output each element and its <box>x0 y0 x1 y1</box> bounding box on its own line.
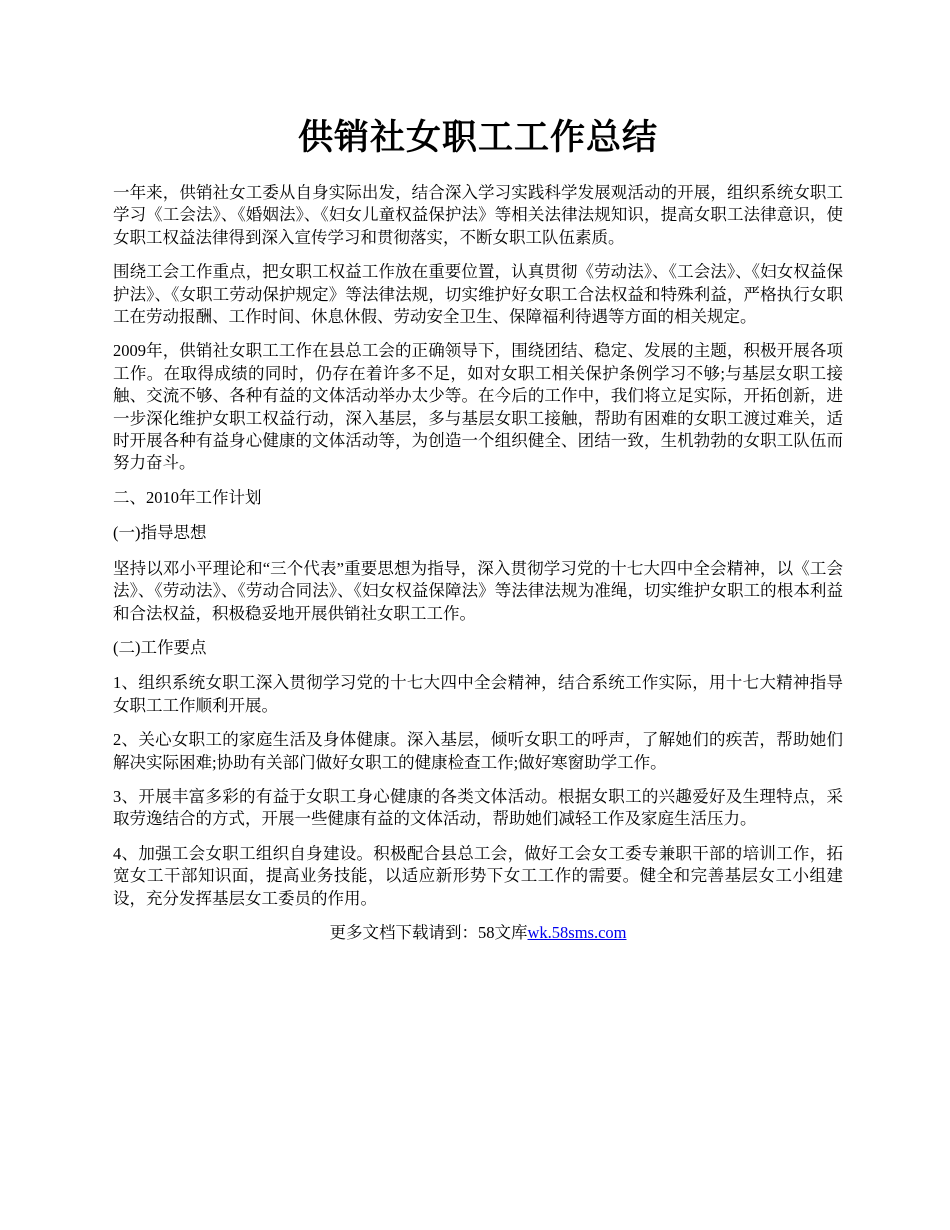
footer-link[interactable]: wk.58sms.com <box>527 922 627 942</box>
work-point-4: 4、加强工会女职工组织自身建设。积极配合县总工会，做好工会女工委专兼职干部的培训工作，拓宽女工干部知识面，提高业务技能，以适应新形势下女工工作的需要。健全和完善基层女工小组建设，充分发挥基层女工委员的作用。 <box>113 843 843 908</box>
footer-text: 更多文档下载请到：58文库 <box>329 922 528 942</box>
work-point-1: 1、组织系统女职工深入贯彻学习党的十七大四中全会精神，结合系统工作实际，用十七大精神指导女职工工作顺利开展。 <box>113 673 843 715</box>
document-page <box>113 0 843 944</box>
subheading-work-points: (二)工作要点 <box>113 637 207 657</box>
download-footer <box>113 922 843 944</box>
paragraph-rights: 围绕工会工作重点，把女职工权益工作放在重要位置，认真贯彻《劳动法》、《工会法》、《妇女权益保护法》、《女职工劳动保护规定》等法律法规，切实维护好女职工合法权益和特殊利益，严格执行女职工在劳动报酬、工作时间、休息休假、劳动安全卫生、保障福利待遇等方面的相关规定。 <box>113 262 843 327</box>
document-title: 供销社女职工工作总结 <box>297 118 658 157</box>
paragraph-guiding-thought: 坚持以邓小平理论和“三个代表”重要思想为指导，深入贯彻学习党的十七大四中全会精神，以《工会法》、《劳动法》、《劳动合同法》、《妇女权益保障法》等法律法规为准绳，切实维护女职工的根本利益和合法权益，积极稳妥地开展供销社女职工工作。 <box>113 558 843 623</box>
section-heading-2010-plan: 二、2010年工作计划 <box>113 487 262 507</box>
document-body <box>113 182 843 910</box>
work-point-3: 3、开展丰富多彩的有益于女职工身心健康的各类文体活动。根据女职工的兴趣爱好及生理特点，采取劳逸结合的方式，开展一些健康有益的文体活动，帮助她们减轻工作及家庭生活压力。 <box>113 786 843 829</box>
paragraph-2009-summary: 2009年，供销社女职工工作在县总工会的正确领导下，围绕团结、稳定、发展的主题，积极开展各项工作。在取得成绩的同时，仍存在着许多不足，如对女职工相关保护条例学习不够;与基层女职工接触、交流不够、各种有益的文体活动举办太少等。在今后的工作中，我们将立足实际，开拓创新，进一步深化维护女职工权益行动，深入基层，多与基层女职工接触，帮助有困难的女职工渡过难关，适时开展各种有益身心健康的文体活动等，为创造一个组织健全、团结一致，生机勃勃的女职工队伍而努力奋斗。 <box>113 341 843 473</box>
paragraph-intro: 一年来，供销社女工委从自身实际出发，结合深入学习实践科学发展观活动的开展，组织系统女职工学习《工会法》、《婚姻法》、《妇女儿童权益保护法》等相关法律法规知识，提高女职工法律意识，使女职工权益法律得到深入宣传学习和贯彻落实，不断女职工队伍素质。 <box>113 183 843 247</box>
work-point-2: 2、关心女职工的家庭生活及身体健康。深入基层，倾听女职工的呼声，了解她们的疾苦，帮助她们解决实际困难;协助有关部门做好女职工的健康检查工作;做好寒窗助学工作。 <box>113 730 843 772</box>
subheading-guiding-thought: (一)指导思想 <box>113 523 207 543</box>
